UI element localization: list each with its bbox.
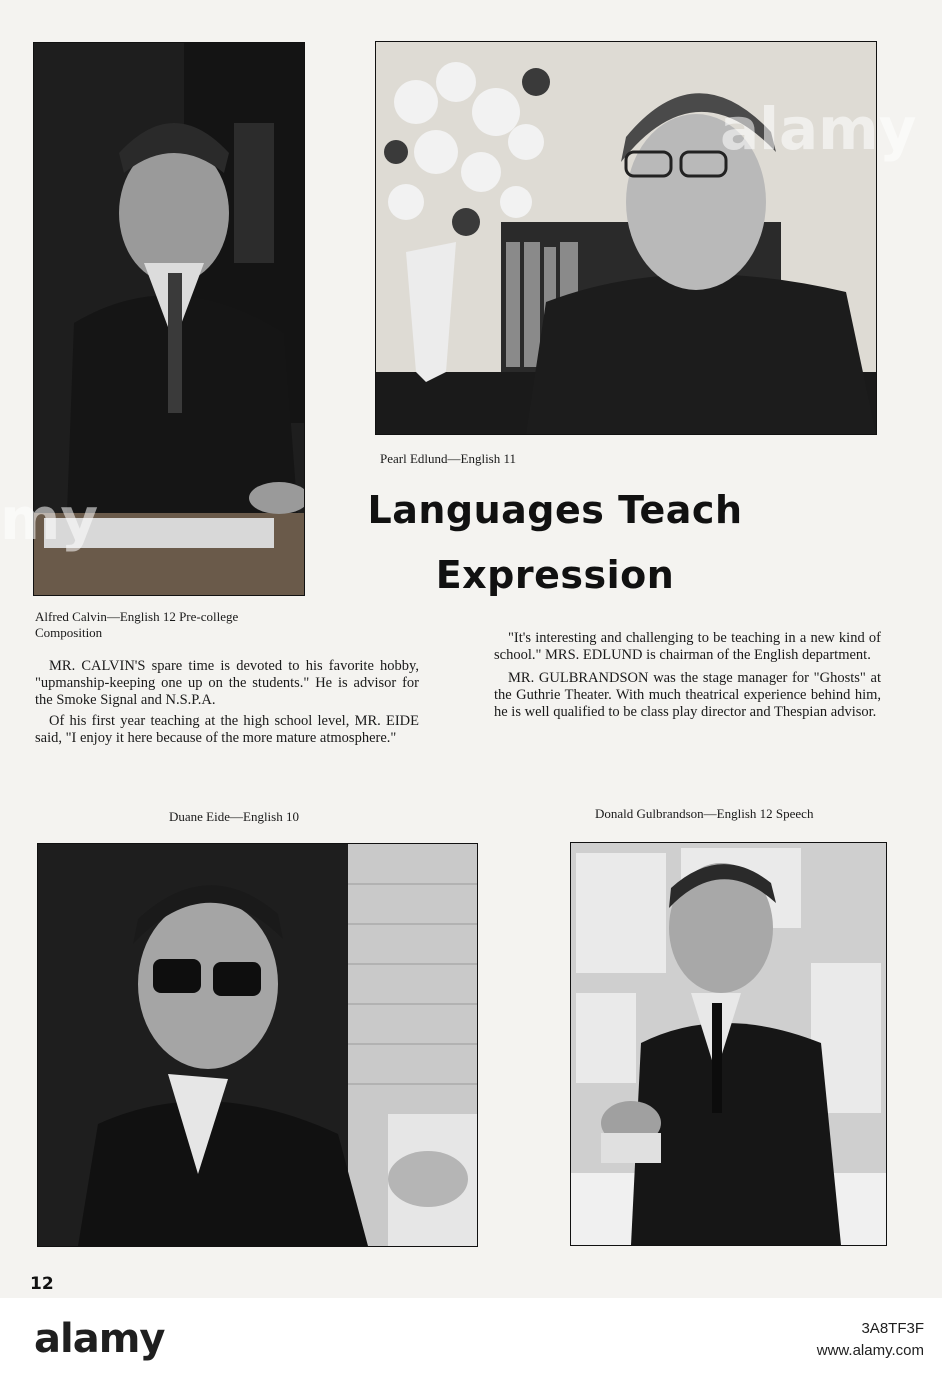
paragraph-gulbrandson: MR. GULBRANDSON was the stage manager for "Ghosts" at the Guthrie Theater. With much theatrical experience behind him, he is well qualified to be class play director and Thespian advisor. (494, 670, 881, 720)
paragraph-calvin: MR. CALVIN'S spare time is devoted to his favorite hobby, "upmanship-keeping one up on the students." He is advisor for the Smoke Signal and N.S.P.A. (35, 658, 419, 708)
image-id: 3A8TF3F (861, 1320, 924, 1337)
photo-pearl-edlund (375, 41, 877, 435)
photo-eide-image (38, 844, 477, 1246)
photo-alfred-calvin (33, 42, 305, 596)
headline-line1: Languages Teach (367, 488, 743, 532)
caption-calvin-line2: Composition (35, 625, 103, 640)
left-column-text (35, 658, 419, 751)
paragraph-eide: Of his first year teaching at the high school level, MR. EIDE said, "I enjoy it here because of the more mature atmosphere." (35, 713, 419, 746)
right-column-text (494, 630, 881, 725)
page-number: 12 (30, 1274, 54, 1294)
site-url: www.alamy.com (816, 1342, 924, 1359)
watermark-overlay-left: my (0, 485, 99, 553)
photo-gulbrandson-image (571, 843, 886, 1245)
photo-donald-gulbrandson (570, 842, 887, 1246)
watermark-info (817, 1318, 924, 1362)
caption-calvin-line1: Alfred Calvin—English 12 Pre-college (35, 609, 239, 624)
alamy-logo: alamy (34, 1316, 165, 1362)
watermark-overlay-right: alamy (720, 95, 917, 163)
caption-gulbrandson: Donald Gulbrandson—English 12 Speech (595, 806, 814, 821)
paragraph-edlund: "It's interesting and challenging to be teaching in a new kind of school." MRS. EDLUND is chairman of the English department. (494, 630, 881, 663)
caption-eide: Duane Eide—English 10 (169, 809, 299, 824)
photo-duane-eide (37, 843, 478, 1247)
photo-calvin-image (34, 43, 304, 595)
photo-edlund-image (376, 42, 876, 434)
caption-calvin (35, 609, 315, 641)
headline-line2: Expression (435, 553, 675, 597)
caption-edlund: Pearl Edlund—English 11 (380, 451, 517, 466)
